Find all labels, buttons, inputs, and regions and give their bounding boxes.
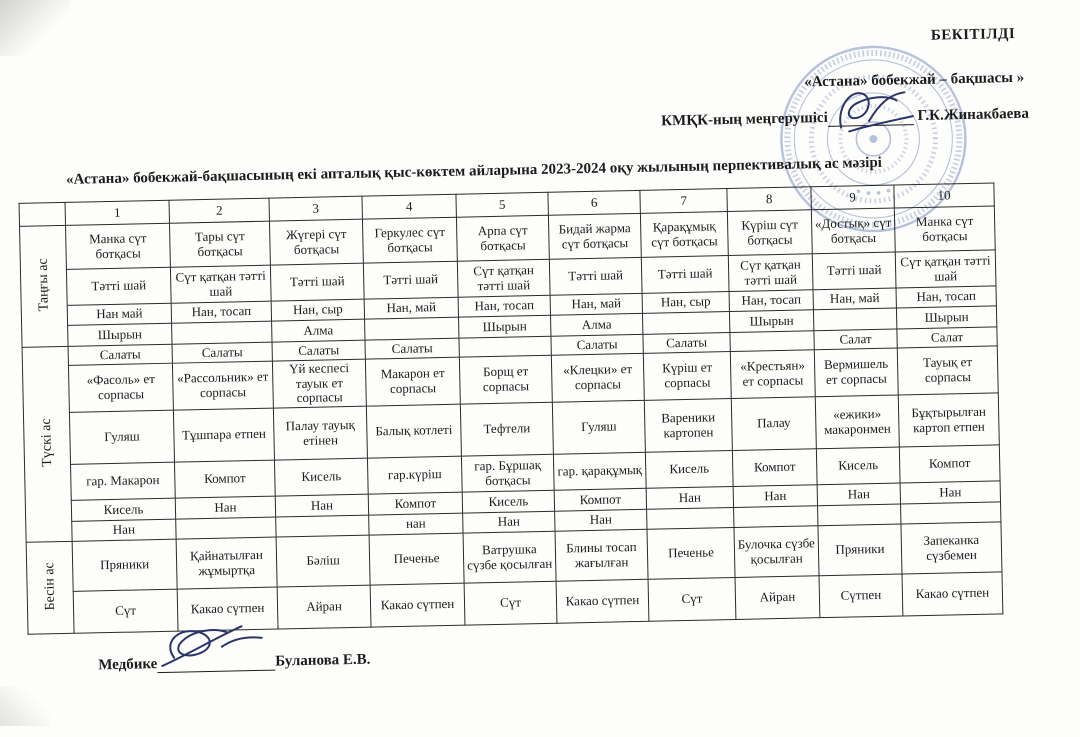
menu-cell: Салаты [272,340,365,361]
menu-cell: Кисель [816,447,900,485]
menu-cell: Нан, тосап [729,290,813,312]
meal-group-label-text: Түскі ас [38,418,55,467]
menu-cell: Тәтті шай [270,263,364,301]
director-title: КМҚК-ның меңгерушісі [661,109,828,130]
menu-cell: Пряники [72,539,177,591]
menu-cell: Борщ ет сорпасы [459,355,552,404]
menu-cell: Манка сүт ботқасы [894,206,995,252]
menu-cell: Гуляш [552,400,645,454]
director-signature-line [828,110,914,127]
menu-cell: Тәтті шай [641,256,729,294]
menu-cell: Салаты [551,334,643,355]
menu-cell: Нан май [67,303,171,325]
menu-cell: Шырын [68,323,172,346]
menu-cell: Тәтті шай [66,267,171,305]
menu-cell: Салаты [172,342,272,363]
menu-cell: Компот [554,488,646,511]
menu-cell: Нан, тосап [458,295,550,317]
menu-cell: Тәтті шай [549,257,642,295]
director-name: Г.К.Жинакбаева [917,105,1030,125]
menu-cell: «Фасоль» ет сорпасы [68,363,173,412]
menu-cell [647,508,734,530]
menu-cell: Кисель [71,498,175,521]
menu-cell: Тары сүт ботқасы [169,221,270,267]
menu-cell: гар. Бұршақ ботқасы [461,454,554,492]
menu-cell: Нан [555,509,647,531]
menu-cell: Айран [277,585,371,629]
menu-cell: нан [369,513,463,535]
menu-cell: Тәтті шай [812,252,896,290]
director-approval-line [661,106,1029,131]
menu-cell: Блины тосап жағылған [555,529,648,581]
menu-cell: «ежики» макаронмен [815,395,899,449]
menu-cell: Геркулес сүт ботқасы [362,217,457,263]
menu-cell: Кисель [274,458,368,496]
nurse-signature-line [98,652,371,675]
menu-cell: Макарон ет сорпасы [365,357,460,406]
menu-cell: Сүт қатқан тәтті шай [457,259,550,297]
day-number: 8 [727,187,811,212]
menu-cell: Тәтті шай [363,261,458,299]
menu-cell: Нан [646,487,733,510]
menu-cell: Нан [817,483,900,506]
menu-cell: Айран [735,576,820,620]
day-number: 4 [362,194,456,219]
menu-cell: Сүт [464,581,557,625]
menu-cell: Кисель [645,451,733,489]
day-number: 7 [640,189,727,214]
menu-cell: Нан, май [813,288,896,310]
meal-group-label [20,225,69,347]
menu-cell: Нан [463,511,555,533]
menu-cell: Сүтпен [819,574,903,618]
menu-cell: Печенье [369,533,464,585]
menu-cell: Салаты [643,333,730,354]
menu-cell: Нан [72,519,176,541]
menu-cell: Үй кеспесі тауык ет сорпасы [272,359,366,408]
menu-cell: Ватрушка сүзбе қосылған [463,531,556,583]
menu-cell: Нан [900,481,1000,504]
menu-cell: Бұқтырылған картоп етпен [898,393,999,447]
menu-cell: Нан, май [550,293,642,315]
nurse-underline [157,656,275,673]
meal-group-label-text: Бесін ас [41,561,58,611]
menu-cell: Күріш сүт ботқасы [727,210,812,256]
meal-group-label-text: Таңғы ас [35,257,52,312]
menu-cell: Тұшпара етпен [173,408,274,462]
menu-cell [901,502,1001,524]
nurse-label: Медбике [98,656,158,674]
menu-cell: Сүт қатқан тәтті шай [728,254,813,292]
menu-cell [276,515,369,537]
menu-cell: Нан, май [364,297,458,319]
menu-cell: Алма [551,313,643,336]
day-number: 5 [456,192,548,217]
menu-cell: Салат [814,329,897,350]
menu-cell: «Рассольник» ет сорпасы [172,361,273,410]
menu-cell: «Крестьян» ет сорпасы [730,350,815,399]
day-number: 9 [811,185,894,210]
menu-cell: Сүт қатқан тәтті шай [895,250,996,288]
day-number: 3 [269,196,362,221]
menu-cell: Компот [732,449,817,487]
menu-cell: Сүт қатқан тәтті шай [170,265,271,303]
organization-line: «Астана» бобекжай – бақшасы » [804,69,1025,91]
menu-cell: Салаты [68,344,172,365]
menu-cell: Запеканка сүзбемен [901,522,1002,574]
approved-label: БЕКІТІЛДІ [930,25,1016,44]
menu-cell: Тефтели [460,402,553,456]
menu-cell: Манка сүт ботқасы [66,223,171,269]
menu-cell: «Достық» сүт ботқасы [811,208,895,254]
menu-cell: Вареники картопен [644,399,732,453]
menu-cell: Алма [272,319,365,342]
menu-cell: Қайнатылған жұмыртқа [176,537,277,589]
menu-cell: Пряники [818,524,902,576]
page-title: «Астана» бобекжай-бақшасының екі апталық қыс-көктем айларына 2023-2024 оқу жылының перпективалық ас мәзірі [65,154,883,188]
menu-cell: Нан, тосап [896,286,996,308]
menu-cell: гар. қарақұмық [553,452,646,490]
menu-cell: Какао сүтпен [556,579,649,623]
menu-cell: Тауық ет сорпасы [897,346,998,395]
menu-cell: Қарақұмық сүт ботқасы [640,212,728,258]
menu-cell: Компот [174,460,275,498]
menu-cell [176,517,276,539]
menu-cell: Бәліш [276,535,370,587]
menu-cell [459,336,551,357]
menu-cell: Компот [368,492,462,515]
menu-cell [818,504,901,526]
menu-cell [172,321,272,344]
menu-cell: Балық котлеті [366,404,461,458]
table-corner-cell [19,202,65,226]
menu-cell: Салат [897,327,997,348]
day-number: 2 [169,198,269,223]
meal-group-label [26,541,74,634]
menu-cell: Нан, сыр [642,292,729,314]
day-number: 1 [65,200,169,225]
menu-cell: Палау [731,397,816,451]
menu-cell: Шырын [729,310,813,333]
menu-cell: Печенье [647,528,735,580]
menu-cell: Нан [175,496,275,519]
menu-cell: Какао сүтпен [177,587,278,631]
menu-cell: Күріш ет сорпасы [643,352,731,401]
menu-cell: Вермишель ет сорпасы [814,348,898,397]
menu-cell: Шырын [896,306,996,329]
menu-cell: Жүгері сүт ботқасы [269,219,363,265]
menu-cell: гар.күріш [367,456,462,494]
menu-cell: Шырын [459,315,551,338]
menu-cell: Нан, сыр [271,299,364,321]
day-number: 10 [894,183,994,208]
menu-cell: Нан [733,485,817,508]
menu-cell: Сүт [648,578,736,622]
menu-cell: Булочка сүзбе қосылған [734,526,819,578]
menu-cell [365,317,459,340]
menu-cell: Бидай жарма сүт ботқасы [548,213,641,259]
menu-cell [642,312,729,335]
menu-cell [734,506,818,528]
menu-cell: Нан [275,494,368,517]
menu-cell: Какао сүтпен [902,572,1003,616]
menu-cell: Палау тауық етінен [273,406,367,460]
day-number: 6 [548,190,640,215]
menu-table [19,182,1004,634]
menu-cell: Гуляш [69,410,174,464]
menu-cell: Сүт [73,589,178,633]
menu-cell: Кисель [462,490,554,513]
menu-cell [813,308,896,331]
menu-cell [730,331,814,352]
menu-cell: Компот [899,445,1000,483]
menu-cell: Салаты [365,338,459,359]
meal-group-label [22,346,72,542]
menu-cell: гар. Макарон [71,462,176,500]
nurse-name: Буланова Е.В. [275,651,371,670]
menu-cell: Арпа сүт ботқасы [456,215,549,261]
menu-cell: Нан, тосап [171,301,271,323]
menu-cell: «Клецки» ет сорпасы [551,353,644,402]
menu-cell: Какао сүтпен [370,583,465,627]
